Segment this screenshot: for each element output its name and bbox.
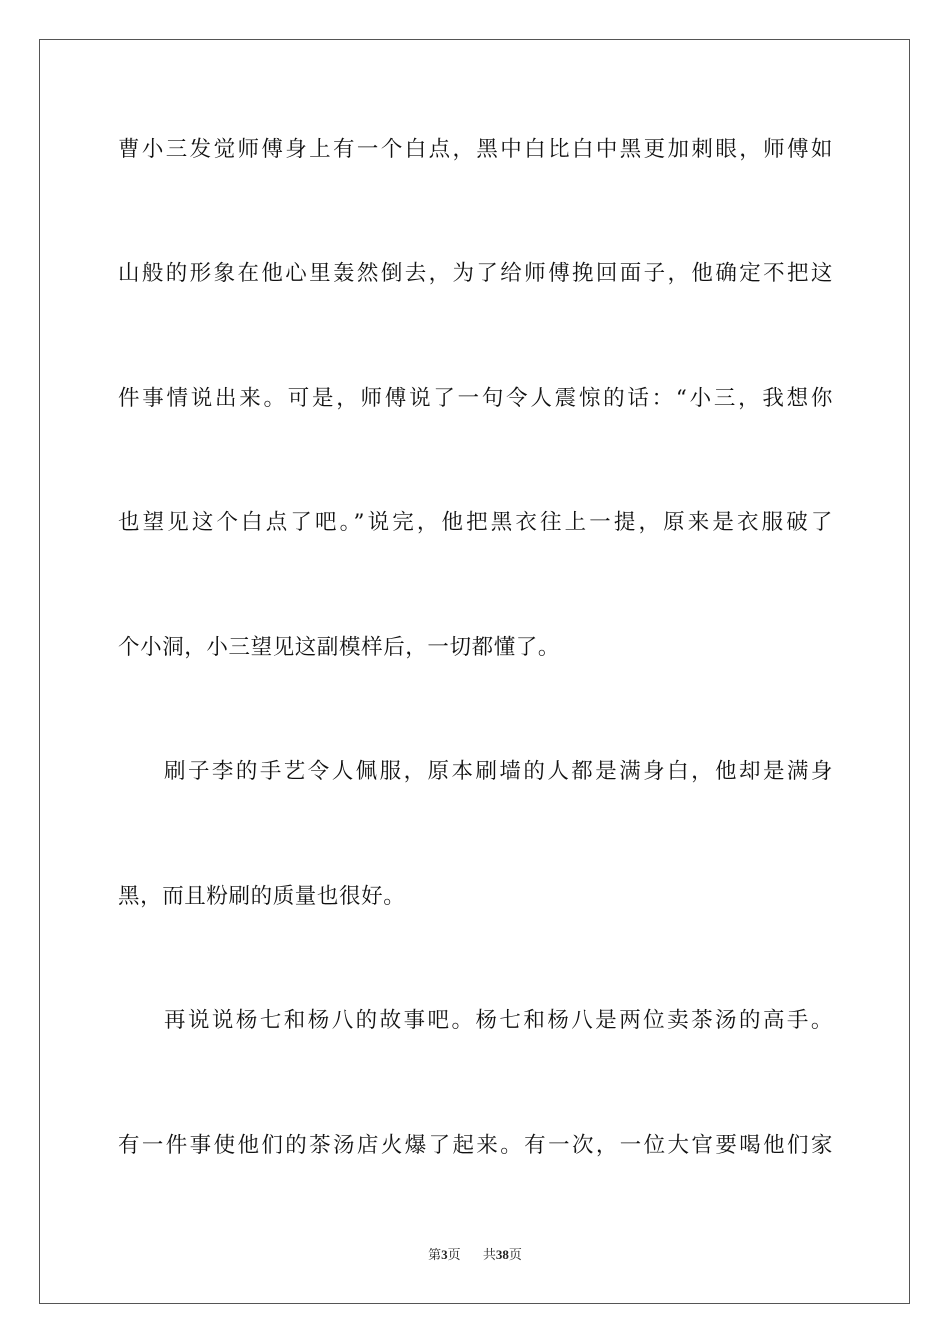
text-line-4: 也望见这个白点了吧。”说完，他把黑衣往上一提，原来是衣服破了 [118,510,833,535]
footer-total-suffix: 页 [508,1248,522,1263]
footer-page-prefix: 第 [428,1248,442,1263]
text-line-1: 曹小三发觉师傅身上有一个白点，黑中白比白中黑更加刺眼，师傅如 [118,137,833,162]
footer-page-suffix: 页 [447,1248,461,1263]
footer-total-pages: 38 [495,1247,509,1262]
text-line-9: 有一件事使他们的茶汤店火爆了起来。有一次，一位大官要喝他们家 [118,1133,833,1158]
text-line-8: 再说说杨七和杨八的故事吧。杨七和杨八是两位卖茶汤的高手。 [164,1008,833,1033]
page-border [39,39,910,1304]
text-line-3: 件事情说出来。可是，师傅说了一句令人震惊的话：“小三，我想你 [118,386,833,411]
footer-page-number: 3 [441,1247,448,1262]
text-line-2: 山般的形象在他心里轰然倒去，为了给师傅挽回面子，他确定不把这 [118,261,833,286]
text-line-6: 刷子李的手艺令人佩服，原本刷墙的人都是满身白，他却是满身 [164,759,833,784]
footer-total-prefix: 共 [482,1248,496,1263]
text-line-7: 黑，而且粉刷的质量也很好。 [118,884,406,909]
text-line-5: 个小洞，小三望见这副模样后，一切都懂了。 [118,635,561,660]
page-footer [0,1245,950,1266]
